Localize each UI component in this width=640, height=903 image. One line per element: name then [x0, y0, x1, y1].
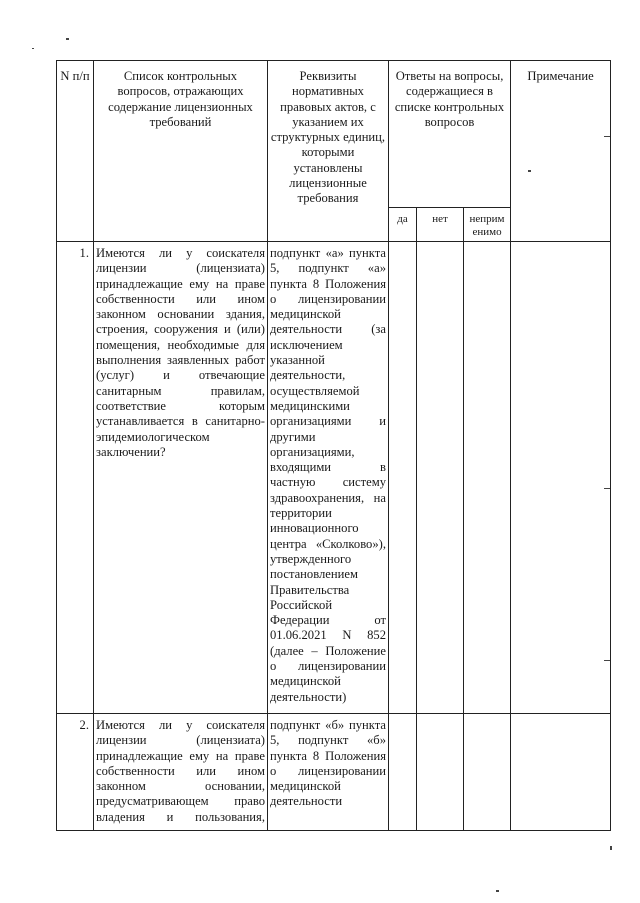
scan-speck: [66, 38, 69, 40]
header-note: Примечание: [511, 61, 611, 242]
answer-yes-cell[interactable]: [389, 714, 417, 831]
header-row: [57, 61, 611, 208]
header-no: нет: [417, 208, 464, 242]
answer-na-cell[interactable]: [464, 714, 511, 831]
scan-speck: [528, 170, 531, 172]
scan-speck: [32, 48, 34, 49]
scan-speck: [604, 488, 610, 489]
row-number: 2.: [57, 714, 94, 831]
header-answers: Ответы на вопросы, содержащиеся в списке контрольных вопросов: [389, 61, 511, 208]
note-cell[interactable]: [511, 714, 611, 831]
checklist-table: [56, 60, 611, 831]
scan-speck: [496, 890, 499, 892]
row-question: Имеются ли у соискателя лицензии (лицензиата) принадлежащие ему на праве собственности или ином законном основании, предусматривающем право владения и пользования,: [94, 714, 268, 831]
answer-yes-cell[interactable]: [389, 242, 417, 714]
header-requisites: Реквизиты нормативных правовых актов, с указанием их структурных единиц, которыми установлены лицензионные требования: [268, 61, 389, 242]
header-yes: да: [389, 208, 417, 242]
answer-na-cell[interactable]: [464, 242, 511, 714]
answer-no-cell[interactable]: [417, 714, 464, 831]
scan-speck: [604, 660, 610, 661]
row-question: Имеются ли у соискателя лицензии (лицензиата) принадлежащие ему на праве собственности или ином законном основании здания, строения, сооружения и (или) помещения, необходимые для выполнения заявленных работ (услуг) и отвечающие санитарным правилам, соответствие которым устанавливается в санитарно-эпидемиологическом заключении?: [94, 242, 268, 714]
answer-no-cell[interactable]: [417, 242, 464, 714]
row-requisite: подпункт «а» пункта 5, подпункт «а» пункта 8 Положения о лицензировании медицинской деятельности (за исключением указанной деятельности, осуществляемой медицинскими организациями и другими организациями, входящими в частную систему здравоохранения, на территории инновационного центра «Сколково»), утвержденного постановлением Правительства Российской Федерации от 01.06.2021 N 852 (далее – Положение о лицензировании медицинской деятельности): [268, 242, 389, 714]
scan-speck: [610, 846, 612, 850]
row-number: 1.: [57, 242, 94, 714]
row-requisite: подпункт «б» пункта 5, подпункт «б» пункта 8 Положения о лицензировании медицинской деятельности: [268, 714, 389, 831]
scan-speck: [604, 136, 610, 137]
header-num: N п/п: [57, 61, 94, 242]
header-questions: Список контрольных вопросов, отражающих содержание лицензионных требований: [94, 61, 268, 242]
header-na: неприм енимо: [464, 208, 511, 242]
table-row: [57, 714, 611, 831]
note-cell[interactable]: [511, 242, 611, 714]
table-row: [57, 242, 611, 714]
